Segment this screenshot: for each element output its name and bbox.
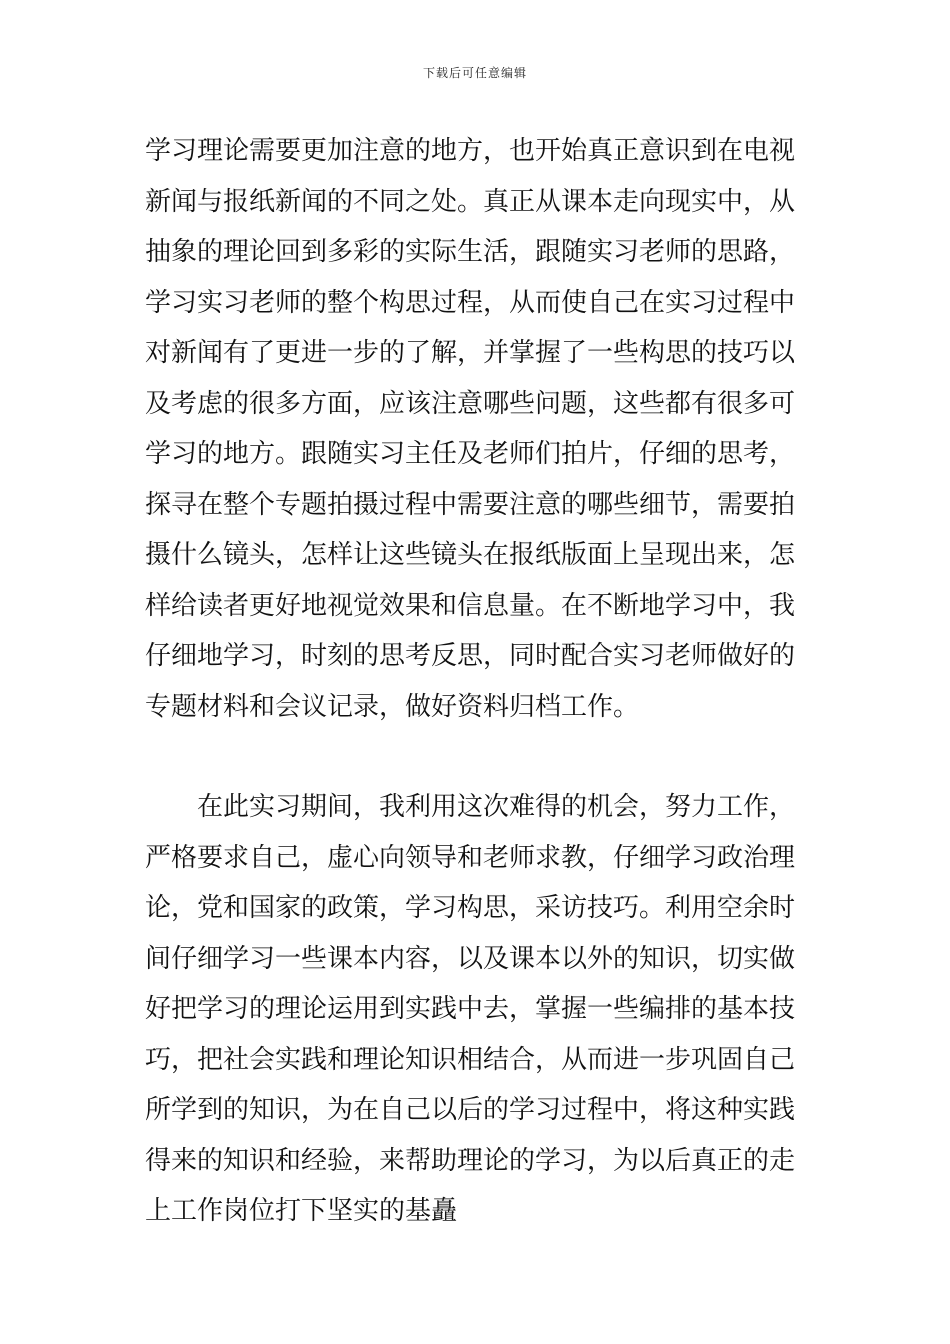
paragraph-2: [145, 782, 810, 1237]
text-line: 及考虑的很多方面，应该注意哪些问题，这些都有很多可: [145, 388, 796, 419]
paragraph-spacer: [145, 732, 810, 782]
text-line: 好把学习的理论运用到实践中去，掌握一些编排的基本技: [145, 994, 796, 1024]
text-line: 样给读者更好地视觉效果和信息量。在不断地学习中，我: [145, 590, 796, 621]
text-line: 学习的地方。跟随实习主任及老师们拍片，仔细的思考，: [145, 439, 796, 469]
text-line: 严格要求自己，虚心向领导和老师求教，仔细学习政治理: [145, 842, 796, 873]
text-line: 对新闻有了更进一步的了解，并掌握了一些构思的技巧以: [145, 338, 796, 368]
text-line: 抽象的理论回到多彩的实际生活，跟随实习老师的思路，: [145, 237, 796, 267]
document-body: [145, 126, 810, 1237]
paragraph-1: [145, 126, 810, 732]
text-line: 学习理论需要更加注意的地方，也开始真正意识到在电视: [145, 136, 796, 166]
page-header-note: 下载后可任意编辑: [422, 66, 527, 80]
text-line: 探寻在整个专题拍摄过程中需要注意的哪些细节，需要拍: [145, 489, 796, 520]
text-line: 巧，把社会实践和理论知识相结合，从而进一步巩固自己: [145, 1044, 796, 1075]
text-line: 间仔细学习一些课本内容，以及课本以外的知识，切实做: [145, 943, 796, 974]
text-line: 在此实习期间，我利用这次难得的机会，努力工作，: [197, 792, 796, 822]
text-line: 摄什么镜头，怎样让这些镜头在报纸版面上呈现出来，怎: [145, 540, 796, 570]
text-line: 论，党和国家的政策，学习构思，采访技巧。利用空余时: [145, 893, 796, 923]
text-line: 上工作岗位打下坚实的基矗: [145, 1196, 458, 1226]
text-line: 新闻与报纸新闻的不同之处。真正从课本走向现实中，从: [145, 186, 796, 217]
text-line: 得来的知识和经验，来帮助理论的学习，为以后真正的走: [145, 1145, 796, 1176]
text-line: 所学到的知识，为在自己以后的学习过程中，将这种实践: [145, 1095, 796, 1125]
text-line: 学习实习老师的整个构思过程，从而使自己在实习过程中: [145, 287, 796, 318]
text-line: 仔细地学习，时刻的思考反思，同时配合实习老师做好的: [145, 641, 796, 671]
text-line: 专题材料和会议记录，做好资料归档工作。: [145, 691, 640, 722]
